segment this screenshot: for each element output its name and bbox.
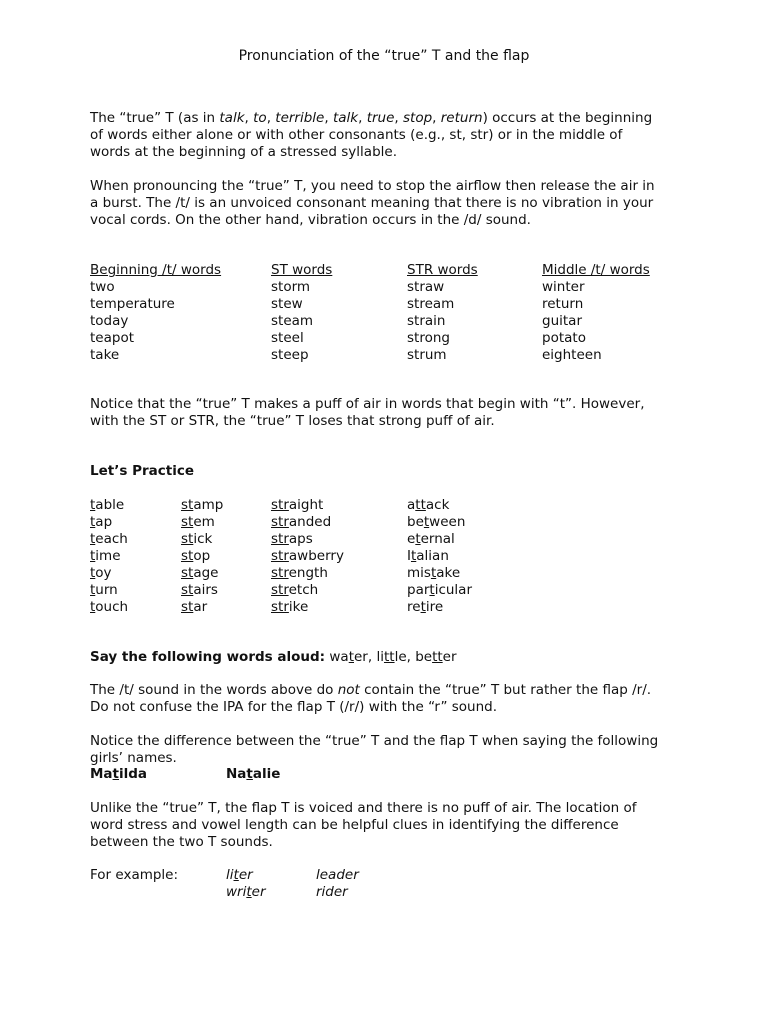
word-column-middle xyxy=(542,262,650,364)
practice-word: time xyxy=(90,548,121,564)
practice-word: stretch xyxy=(271,582,319,598)
word: stew xyxy=(271,296,303,312)
practice-column-str xyxy=(271,497,344,616)
flap-paragraph xyxy=(90,682,690,716)
practice-heading: Let’s Practice xyxy=(90,463,194,479)
practice-word: straight xyxy=(271,497,324,513)
practice-word: eternal xyxy=(407,531,455,547)
word: strain xyxy=(407,313,446,329)
say-aloud-words: water, little, better xyxy=(329,649,457,665)
practice-word: stairs xyxy=(181,582,218,598)
word: strum xyxy=(407,347,447,363)
word-column-beginning xyxy=(90,262,221,364)
practice-word: teach xyxy=(90,531,128,547)
unlike-line-1: Unlike the “true” T, the flap T is voiced and there is no puff of air. The location of xyxy=(90,800,637,816)
word: straw xyxy=(407,279,445,295)
pronounce-line-1: When pronouncing the “true” T, you need to stop the airflow then release the air in xyxy=(90,178,655,194)
word: steel xyxy=(271,330,304,346)
word: take xyxy=(90,347,120,363)
word: steam xyxy=(271,313,314,329)
word: guitar xyxy=(542,313,582,329)
word: storm xyxy=(271,279,311,295)
practice-word: between xyxy=(407,514,466,530)
notice-line-2: with the ST or STR, the “true” T loses that strong puff of air. xyxy=(90,413,495,429)
practice-word: stamp xyxy=(181,497,224,513)
flap-line-1: The /t/ sound in the words above do not contain the “true” T but rather the flap /r/. xyxy=(90,682,652,698)
practice-word: strength xyxy=(271,565,328,581)
practice-word: mistake xyxy=(407,565,461,581)
practice-column-t xyxy=(90,497,128,616)
notice2-line-2: girls’ names. xyxy=(90,750,177,766)
practice-word: attack xyxy=(407,497,450,513)
word: two xyxy=(90,279,115,295)
practice-word: stranded xyxy=(271,514,332,530)
notice-paragraph-2 xyxy=(90,733,690,767)
column-header: STR words xyxy=(407,262,478,278)
word: temperature xyxy=(90,296,175,312)
word-column-st xyxy=(271,262,332,364)
example-label: For example: xyxy=(90,867,179,883)
practice-word: toy xyxy=(90,565,112,581)
practice-word: Italian xyxy=(407,548,449,564)
word: stream xyxy=(407,296,455,312)
word: today xyxy=(90,313,129,329)
flap-line-2: Do not confuse the IPA for the flap T (/r/) with the “r” sound. xyxy=(90,699,498,715)
practice-word: stage xyxy=(181,565,219,581)
practice-word: stick xyxy=(181,531,213,547)
name-matilda: Matilda xyxy=(90,766,148,782)
column-header: Beginning /t/ words xyxy=(90,262,222,278)
column-header: Middle /t/ words xyxy=(542,262,650,278)
say-aloud-line xyxy=(90,649,690,666)
word-column-str xyxy=(407,262,478,364)
notice-line-1: Notice that the “true” T makes a puff of air in words that begin with “t”. However, xyxy=(90,396,645,412)
pronounce-line-3: vocal cords. On the other hand, vibration occurs in the /d/ sound. xyxy=(90,212,531,228)
page-title: Pronunciation of the “true” T and the flap xyxy=(238,48,530,64)
practice-word: stem xyxy=(181,514,215,530)
notice2-line-1: Notice the difference between the “true” T and the flap T when saying the following xyxy=(90,733,659,749)
pronounce-line-2: a burst. The /t/ is an unvoiced consonant meaning that there is no vibration in your xyxy=(90,195,654,211)
word: steep xyxy=(271,347,309,363)
unlike-line-3: between the two T sounds. xyxy=(90,834,273,850)
word: winter xyxy=(542,279,585,295)
practice-word: touch xyxy=(90,599,129,615)
say-aloud-label: Say the following words aloud: xyxy=(90,649,326,665)
practice-word: particular xyxy=(407,582,473,598)
practice-word: tap xyxy=(90,514,113,530)
example-liter: liter xyxy=(226,867,253,883)
intro-line-3: words at the beginning of a stressed syllable. xyxy=(90,144,397,160)
unlike-paragraph xyxy=(90,800,690,851)
word: potato xyxy=(542,330,586,346)
example-writer: writer xyxy=(226,884,266,900)
word: return xyxy=(542,296,584,312)
practice-column-middle xyxy=(407,497,472,616)
practice-column-st xyxy=(181,497,223,616)
column-header: ST words xyxy=(271,262,333,278)
practice-word: strawberry xyxy=(271,548,344,564)
word: eighteen xyxy=(542,347,602,363)
unlike-line-2: word stress and vowel length can be helpful clues in identifying the difference xyxy=(90,817,619,833)
example-rider: rider xyxy=(316,884,348,900)
practice-word: star xyxy=(181,599,208,615)
intro-line-2: of words either alone or with other consonants (e.g., st, str) or in the middle of xyxy=(90,127,623,143)
notice-paragraph-1 xyxy=(90,396,690,430)
example-leader: leader xyxy=(316,867,359,883)
practice-word: strike xyxy=(271,599,309,615)
name-natalie: Natalie xyxy=(226,766,281,782)
word: teapot xyxy=(90,330,134,346)
word: strong xyxy=(407,330,450,346)
practice-word: table xyxy=(90,497,125,513)
practice-word: turn xyxy=(90,582,118,598)
practice-word: stop xyxy=(181,548,211,564)
pronounce-paragraph xyxy=(90,178,690,229)
intro-line-1: The “true” T (as in talk, to, terrible, talk, true, stop, return) occurs at the beginning xyxy=(90,110,653,126)
practice-word: straps xyxy=(271,531,313,547)
intro-paragraph xyxy=(90,110,690,161)
practice-word: retire xyxy=(407,599,444,615)
